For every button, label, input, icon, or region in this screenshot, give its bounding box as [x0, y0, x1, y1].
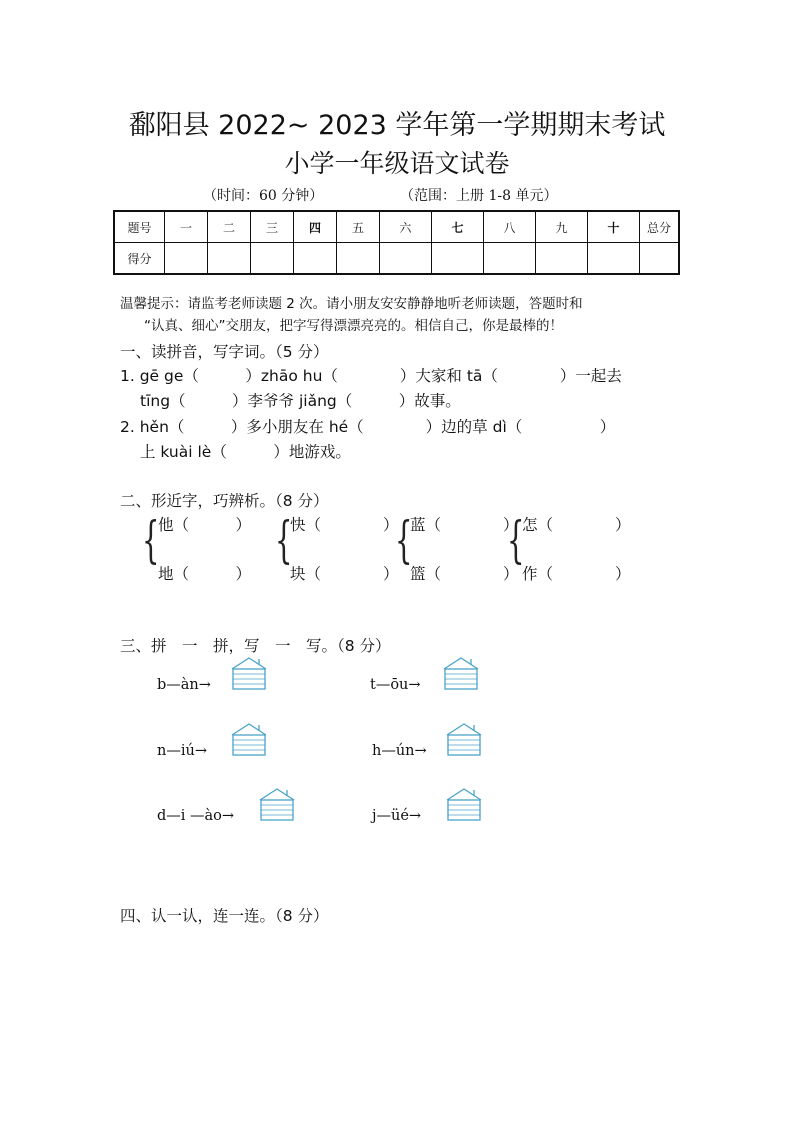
- house-writing-box-icon[interactable]: [259, 787, 295, 821]
- score-table-header-row: [114, 211, 679, 243]
- exam-title-line1: 鄱阳县 2022~ 2023 学年第一学期期末考试: [128, 110, 666, 141]
- brace-icon: {: [507, 511, 525, 569]
- house-writing-box-icon[interactable]: [446, 722, 482, 756]
- score-cell[interactable]: [337, 243, 380, 275]
- section4-heading: 四、认一认，连一连。（8 分）: [120, 907, 329, 925]
- pinyin-item-1: b—àn→: [157, 677, 211, 693]
- pair3-top: 蓝（ ）: [410, 516, 519, 534]
- score-cell[interactable]: [380, 243, 432, 275]
- house-writing-box-icon[interactable]: [231, 722, 267, 756]
- score-table-score-row: [114, 243, 679, 275]
- score-col-3: 三: [251, 211, 294, 243]
- score-cell[interactable]: [640, 243, 680, 275]
- score-col-9: 九: [536, 211, 588, 243]
- score-col-1: 一: [165, 211, 208, 243]
- pinyin-item-5: d—i —ào→: [157, 808, 235, 824]
- exam-time: （时间：60 分钟）: [203, 188, 324, 204]
- tip-line2: “认真、细心”交朋友，把字写得漂漂亮亮的。相信自己，你是最棒的！: [144, 318, 563, 334]
- section2-heading: 二、形近字，巧辨析。（8 分）: [120, 492, 329, 510]
- brace-icon: {: [275, 511, 293, 569]
- pinyin-item-3: n—iú→: [157, 743, 207, 759]
- section1-q1-line1: 1. gē ge（ ）zhāo hu（ ）大家和 tā（ ）一起去: [120, 367, 622, 385]
- house-writing-box-icon[interactable]: [446, 787, 482, 821]
- score-col-7: 七: [432, 211, 484, 243]
- pair2-top: 快（ ）: [290, 516, 399, 534]
- pair1-top: 他（ ）: [158, 516, 252, 534]
- pinyin-item-6: j—üé→: [372, 808, 422, 824]
- pinyin-item-2: t—ōu→: [370, 677, 421, 693]
- score-table-label-question: 题号: [114, 211, 165, 243]
- score-cell[interactable]: [536, 243, 588, 275]
- score-col-8: 八: [484, 211, 536, 243]
- score-cell[interactable]: [588, 243, 640, 275]
- score-table-label-score: 得分: [114, 243, 165, 275]
- score-cell[interactable]: [208, 243, 251, 275]
- exam-title-line2: 小学一年级语文试卷: [284, 149, 510, 178]
- pair4-bottom: 作（ ）: [522, 565, 631, 583]
- pair2-bottom: 块（ ）: [290, 565, 399, 583]
- score-cell[interactable]: [484, 243, 536, 275]
- score-cell[interactable]: [251, 243, 294, 275]
- score-cell[interactable]: [432, 243, 484, 275]
- section1-q2-line1: 2. hěn（ ）多小朋友在 hé（ ）边的草 dì（ ）: [120, 418, 616, 436]
- score-col-5: 五: [337, 211, 380, 243]
- score-cell[interactable]: [165, 243, 208, 275]
- score-table: [113, 210, 680, 275]
- house-writing-box-icon[interactable]: [443, 656, 479, 690]
- brace-icon: {: [142, 511, 160, 569]
- score-col-2: 二: [208, 211, 251, 243]
- section1-q2-line2: 上 kuài lè（ ）地游戏。: [140, 443, 351, 461]
- tip-line1: 温馨提示：请监考老师读题 2 次。请小朋友安安静静地听老师读题，答题时和: [120, 296, 583, 312]
- pair4-top: 怎（ ）: [522, 516, 631, 534]
- section1-heading: 一、读拼音，写字词。（5 分）: [120, 343, 329, 361]
- house-writing-box-icon[interactable]: [231, 656, 267, 690]
- score-col-10: 十: [588, 211, 640, 243]
- score-col-total: 总分: [640, 211, 680, 243]
- pinyin-item-4: h—ún→: [372, 743, 427, 759]
- score-col-6: 六: [380, 211, 432, 243]
- score-cell[interactable]: [294, 243, 337, 275]
- section3-heading: 三、拼 一 拼，写 一 写。（8 分）: [120, 637, 391, 655]
- brace-icon: {: [395, 511, 413, 569]
- score-col-4: 四: [294, 211, 337, 243]
- exam-scope: （范围：上册 1-8 单元）: [400, 188, 558, 204]
- section1-q1-line2: tīng（ ）李爷爷 jiǎng（ ）故事。: [140, 392, 461, 410]
- pair3-bottom: 篮（ ）: [410, 565, 519, 583]
- pair1-bottom: 地（ ）: [158, 565, 252, 583]
